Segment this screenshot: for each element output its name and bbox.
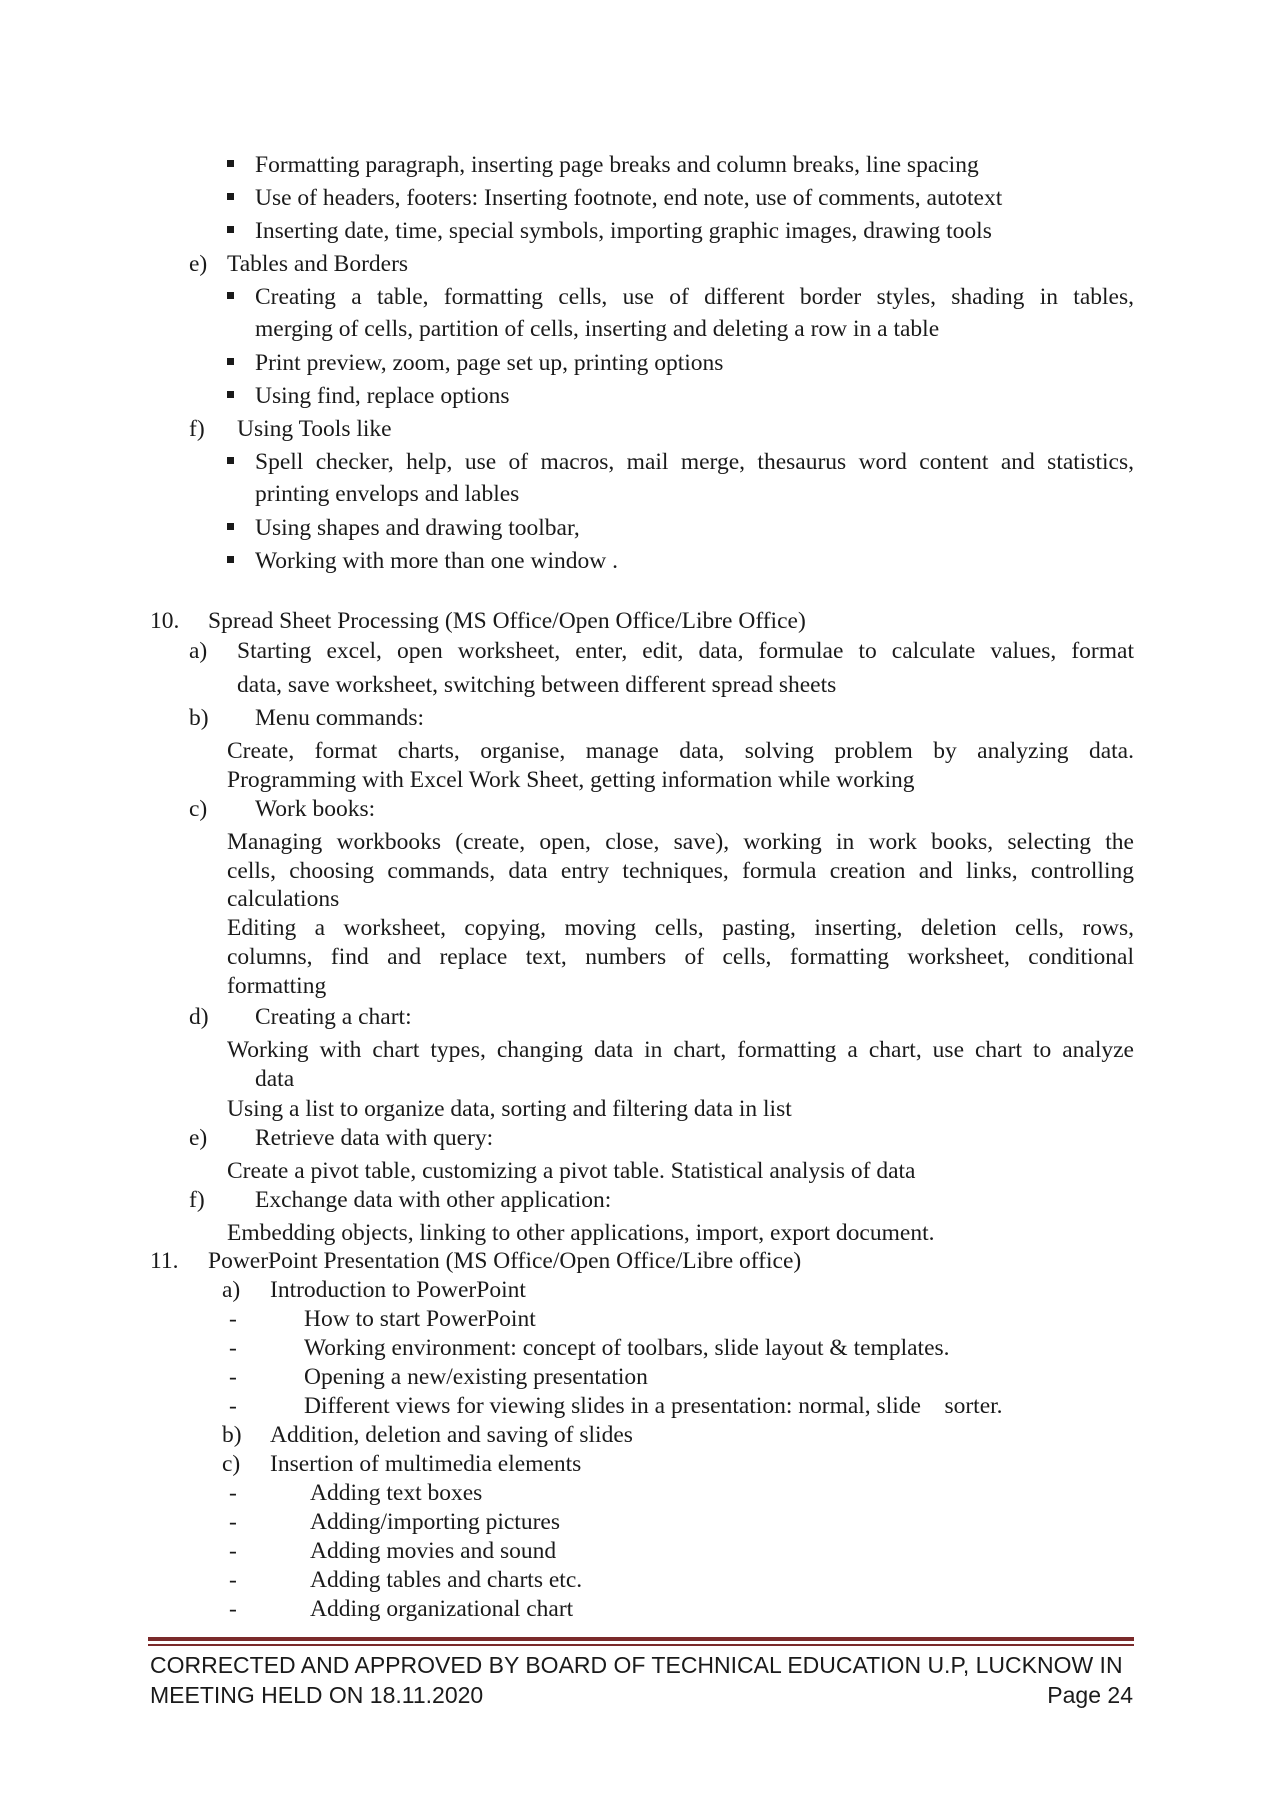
item-text: Managing workbooks (create, open, close, save), working in work books, selecting the [227,829,1134,855]
bullet-text: Use of headers, footers: Inserting footnote, end note, use of comments, autotext [255,185,1003,211]
item-title: Work books: [255,796,376,822]
item-text: Working with chart types, changing data in chart, formatting a chart, use chart to analyze [227,1037,1134,1063]
dash-marker: - [229,1335,237,1361]
item-text-continued: Programming with Excel Work Sheet, getting information while working [227,767,915,793]
dash-marker: - [229,1509,237,1535]
item-text-continued: data [255,1066,295,1092]
item-text: Using a list to organize data, sorting and filtering data in list [227,1096,792,1122]
item-text-continued: formatting [227,973,327,999]
dash-marker: - [229,1538,237,1564]
item-text: Editing a worksheet, copying, moving cells, pasting, inserting, deletion cells, rows, [227,915,1134,941]
item-marker: f) [189,416,205,442]
item-title: Retrieve data with query: [255,1125,494,1151]
footer-text: MEETING HELD ON 18.11.2020 [150,1682,484,1708]
footer-rule-thin [148,1644,1134,1646]
item-title: Introduction to PowerPoint [270,1277,526,1303]
section-number: 11. [150,1248,179,1274]
bullet-text: Working with more than one window . [255,548,618,574]
bullet-icon [227,391,234,398]
item-marker: a) [222,1277,241,1303]
bullet-icon [227,292,234,299]
item-title: Creating a chart: [255,1004,412,1030]
list-item: Working environment: concept of toolbars, slide layout & templates. [304,1335,950,1361]
bullet-text: Inserting date, time, special symbols, importing graphic images, drawing tools [255,218,992,244]
item-marker: c) [222,1451,241,1477]
item-title: Using Tools like [237,416,392,442]
bullet-icon [227,226,234,233]
list-item: Adding organizational chart [310,1596,574,1622]
bullet-text: Creating a table, formatting cells, use of different border styles, shading in tables, [255,284,1134,310]
footer-text: CORRECTED AND APPROVED BY BOARD OF TECHNICAL EDUCATION U.P, LUCKNOW IN [150,1652,1123,1678]
bullet-icon [227,523,234,530]
item-text: Create, format charts, organise, manage data, solving problem by analyzing data. [227,738,1134,764]
bullet-text-continued: merging of cells, partition of cells, inserting and deleting a row in a table [255,316,940,342]
bullet-icon [227,556,234,563]
bullet-icon [227,193,234,200]
item-title: Insertion of multimedia elements [270,1451,582,1477]
dash-marker: - [229,1567,237,1593]
item-title: Menu commands: [255,705,425,731]
bullet-text: Using find, replace options [255,383,510,409]
section-number: 10. [150,608,180,634]
item-text-continued: cells, choosing commands, data entry techniques, formula creation and links, controlling [227,858,1134,884]
bullet-icon [227,160,234,167]
bullet-icon [227,457,234,464]
list-item: Different views for viewing slides in a presentation: normal, slide sorter. [304,1393,1003,1419]
list-item: Opening a new/existing presentation [304,1364,648,1390]
item-title: Tables and Borders [227,251,409,277]
dash-marker: - [229,1364,237,1390]
list-item: Adding text boxes [310,1480,483,1506]
item-marker: a) [189,638,208,664]
dash-marker: - [229,1393,237,1419]
bullet-text: Using shapes and drawing toolbar, [255,515,580,541]
bullet-text-continued: printing envelops and lables [255,481,520,507]
dash-marker: - [229,1480,237,1506]
dash-marker: - [229,1306,237,1332]
item-title: Exchange data with other application: [255,1187,612,1213]
item-marker: e) [189,1125,208,1151]
footer-rule-thick [148,1637,1134,1641]
item-title: Addition, deletion and saving of slides [270,1422,633,1448]
section-title: PowerPoint Presentation (MS Office/Open Office/Libre office) [208,1248,802,1274]
item-text: Create a pivot table, customizing a pivot table. Statistical analysis of data [227,1158,916,1184]
item-text-continued: columns, find and replace text, numbers of cells, formatting worksheet, conditional [227,944,1134,970]
item-marker: c) [189,796,208,822]
item-marker: e) [189,251,208,277]
list-item: How to start PowerPoint [304,1306,536,1332]
item-text-continued: data, save worksheet, switching between different spread sheets [237,672,837,698]
item-marker: d) [189,1004,209,1030]
dash-marker: - [229,1596,237,1622]
item-text-continued: calculations [227,886,340,912]
list-item: Adding/importing pictures [310,1509,560,1535]
item-marker: b) [189,705,209,731]
section-title: Spread Sheet Processing (MS Office/Open Office/Libre Office) [208,608,806,634]
bullet-text: Spell checker, help, use of macros, mail merge, thesaurus word content and statistics, [255,449,1134,475]
list-item: Adding movies and sound [310,1538,557,1564]
list-item: Adding tables and charts etc. [310,1567,583,1593]
page-number: Page 24 [1047,1682,1133,1708]
bullet-text: Print preview, zoom, page set up, printing options [255,350,724,376]
item-text: Starting excel, open worksheet, enter, edit, data, formulae to calculate values, format [237,638,1134,664]
bullet-text: Formatting paragraph, inserting page breaks and column breaks, line spacing [255,152,979,178]
item-marker: b) [222,1422,242,1448]
item-marker: f) [189,1187,205,1213]
item-text: Embedding objects, linking to other applications, import, export document. [227,1220,935,1246]
bullet-icon [227,358,234,365]
